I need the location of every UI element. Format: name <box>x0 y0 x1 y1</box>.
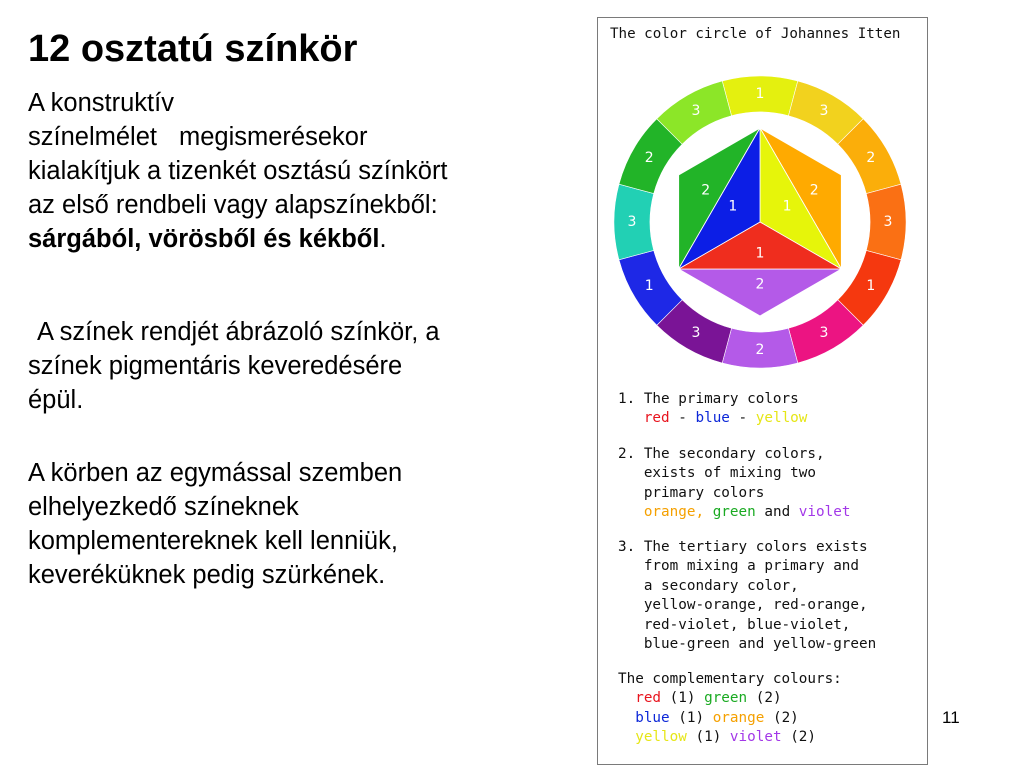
legend-and: and <box>764 504 791 521</box>
paragraph-complementary <box>28 456 598 592</box>
p1-bold-colors: sárgából, vörösből és kékből <box>28 225 380 253</box>
legend-violet: violet <box>798 504 851 521</box>
ring-segment-label: 3 <box>819 103 829 120</box>
comp-n1: (1) <box>669 690 696 707</box>
ring-segment-label: 1 <box>644 278 654 294</box>
legend-secondary-line3: primary colors <box>643 484 765 501</box>
ring-segment-label: 2 <box>755 342 765 358</box>
p1-line1b: színelmélet <box>28 123 157 151</box>
comp-green: green <box>704 690 748 707</box>
ring-segment-label: 3 <box>691 324 701 341</box>
p3-line1: A körben az egymással szemben <box>28 459 403 487</box>
ring-segment-label: 3 <box>883 214 893 230</box>
legend-tertiary-line2: from mixing a primary and <box>643 558 860 575</box>
legend-blue: blue <box>695 410 730 427</box>
comp-n2: (2) <box>790 729 817 746</box>
primary-sub-triangle-label: 1 <box>728 198 738 215</box>
legend-tertiary-line6: blue-green and yellow-green <box>643 636 877 653</box>
comp-n2: (2) <box>772 709 799 726</box>
ring-segment-label: 3 <box>627 214 637 230</box>
legend-tertiary <box>618 538 876 654</box>
slide-title: 12 osztatú színkör <box>28 28 358 70</box>
p2-line1: A színek rendjét ábrázoló színkör, a <box>37 318 440 346</box>
figure-title: The color circle of Johannes Itten <box>610 26 901 42</box>
legend-yellow: yellow <box>755 410 808 427</box>
legend-tertiary-line1: 3. The tertiary colors exists <box>618 539 868 555</box>
p1-line1a: A konstruktív <box>28 89 174 117</box>
ring-segment-label: 2 <box>866 150 876 166</box>
comp-blue: blue <box>635 709 670 726</box>
paragraph-intro <box>28 86 598 256</box>
comp-yellow: yellow <box>635 729 687 746</box>
legend-secondary-line1: 2. The secondary colors, <box>618 446 825 462</box>
p3-line3: komplementereknek kell lenniük, <box>28 527 398 555</box>
legend-primary <box>618 390 807 429</box>
legend-dash: - <box>678 410 687 427</box>
secondary-triangle-label: 2 <box>755 276 765 293</box>
ring-segment-label: 2 <box>644 150 654 166</box>
legend-orange: orange, <box>643 504 705 521</box>
p2-line2: színek pigmentáris keveredésére <box>28 352 403 380</box>
legend-secondary <box>618 445 850 523</box>
comp-red: red <box>635 690 662 707</box>
legend-complementary-title: The complementary colours: <box>618 671 842 687</box>
legend-tertiary-line5: red-violet, blue-violet, <box>643 616 851 633</box>
legend-tertiary-line3: a secondary color, <box>643 577 799 594</box>
legend-tertiary-line4: yellow-orange, red-orange, <box>643 597 868 614</box>
comp-n2: (2) <box>755 690 782 707</box>
comp-n1: (1) <box>678 709 705 726</box>
legend-secondary-line2: exists of mixing two <box>643 465 816 482</box>
color-wheel <box>610 72 910 372</box>
legend-complementary <box>618 670 842 748</box>
p1-end: . <box>379 225 387 253</box>
paragraph-order <box>28 315 598 417</box>
itten-color-circle-figure <box>597 17 928 765</box>
comp-violet: violet <box>729 729 782 746</box>
comp-n1: (1) <box>695 729 722 746</box>
primary-sub-triangle-label: 1 <box>782 198 792 215</box>
legend-red: red <box>643 410 670 427</box>
p3-line2: elhelyezkedő színeknek <box>28 493 299 521</box>
secondary-triangle-label: 2 <box>809 182 819 199</box>
secondary-triangle-label: 2 <box>701 182 711 199</box>
p1-line2: kialakítjuk a tizenkét osztású színkört <box>28 157 448 185</box>
ring-segment-label: 1 <box>866 278 876 294</box>
page-number: 11 <box>942 708 960 727</box>
p3-line4: keveréküknek pedig szürkének. <box>28 561 386 589</box>
comp-orange: orange <box>712 709 765 726</box>
p2-line3: épül. <box>28 386 84 414</box>
ring-segment-label: 1 <box>755 86 765 102</box>
primary-sub-triangle-label: 1 <box>755 245 765 262</box>
p1-line3: az első rendbeli vagy alapszínekből: <box>28 191 438 219</box>
ring-segment-label: 3 <box>819 324 829 341</box>
p1-line1c: megismerésekor <box>178 123 368 151</box>
legend-green: green <box>712 504 756 521</box>
ring-segment-label: 3 <box>691 103 701 120</box>
legend-primary-title: 1. The primary colors <box>618 391 799 407</box>
legend-dash: - <box>738 410 748 427</box>
